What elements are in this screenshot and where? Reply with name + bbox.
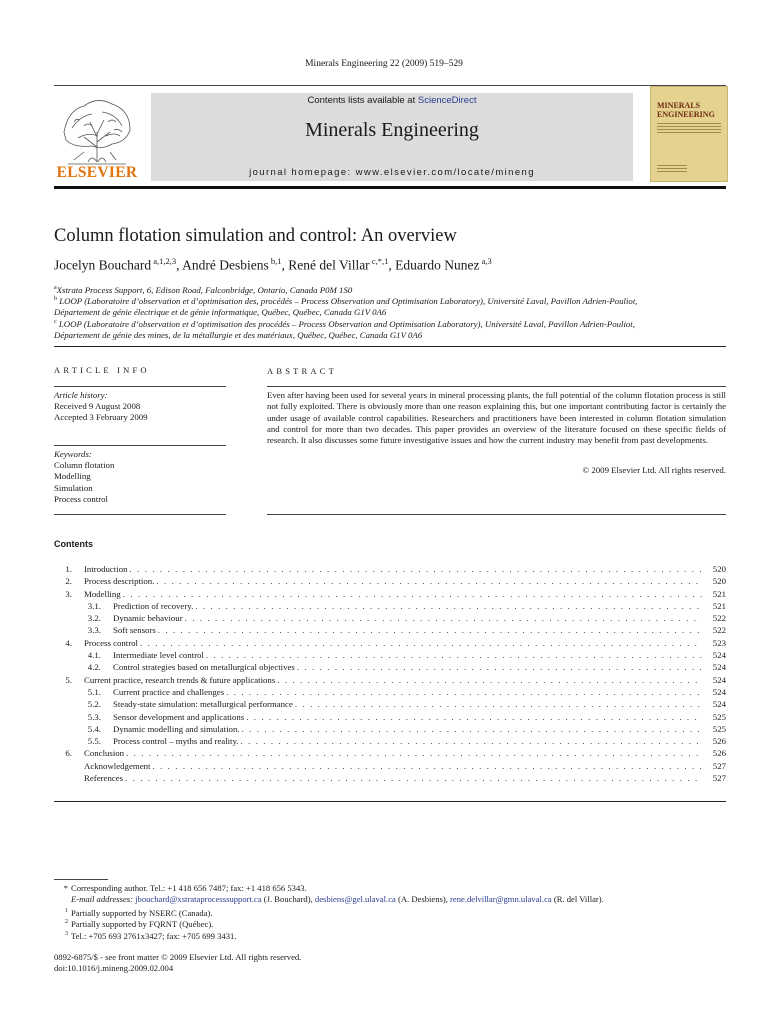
author-list: Jocelyn Bouchard $^{a,1,2,3}$, André Desbiens $^{b,1}$, René del Villar $^{c,*,1}$, Eduardo Nunez $^{a,3}$ — [54, 256, 492, 273]
journal-cover-thumbnail — [650, 86, 728, 182]
toc-entry-page: 523 — [712, 637, 726, 648]
toc-entry-number: 4.2. — [87, 662, 101, 673]
history-label: Article history: — [54, 390, 108, 400]
toc-entry-label[interactable]: Dynamic behaviour — [113, 613, 183, 624]
toc-leader-dots — [295, 698, 702, 710]
author-name[interactable]: René del Villar — [288, 257, 370, 273]
abstract-body: Even after having been used for several years in mineral processing plants, the full potential of the column flotation process is still not fully exploited. There is obviously more than one reason explaining this, but one important contributing factor is certainly the under usage of available control capabilities. Researchers and practitioners have been interested in column flotation simulation and control for more than two decades. This paper provides an overview of the literature focused on these specific fields of research. It also discusses some future investigative issues and how the current industry may benefit from past developments. — [267, 390, 726, 446]
toc-entry-label[interactable]: Soft sensors — [113, 625, 156, 636]
toc-entry-number: 5.5. — [87, 736, 101, 747]
toc-entry[interactable] — [54, 624, 726, 636]
toc-entry[interactable] — [54, 735, 726, 747]
toc-entry-page: 525 — [712, 711, 726, 722]
toc-entry-label[interactable]: Introduction — [84, 564, 128, 574]
masthead-top-rule — [54, 85, 726, 86]
received-date: Received 9 August 2008 — [54, 401, 141, 412]
toc-leader-dots — [246, 711, 702, 723]
toc-entry-number: 3.2. — [87, 613, 101, 624]
toc-entry-number: 1. — [65, 564, 72, 574]
email-owner: (A. Desbiens), — [395, 894, 451, 904]
toc-entry[interactable] — [54, 760, 726, 772]
toc-entry-label[interactable]: Prediction of recovery. — [113, 600, 194, 611]
footnote-emails — [54, 894, 734, 905]
toc-entry[interactable] — [54, 711, 726, 723]
contents-bottom-rule — [54, 801, 726, 802]
toc-entry-page: 524 — [712, 699, 726, 710]
doi-line[interactable]: doi:10.1016/j.mineng.2009.02.004 — [54, 963, 174, 973]
toc-entry-number: 3. — [65, 588, 72, 599]
toc-entry-page: 524 — [712, 662, 726, 673]
toc-entry-label[interactable]: Control strategies based on metallurgical objectives — [113, 662, 295, 673]
cover-publisher-mark — [657, 165, 687, 173]
email-label: E-mail addresses: — [71, 894, 133, 904]
toc-entry-page: 522 — [712, 613, 726, 624]
toc-entry-label[interactable]: Sensor development and applications — [113, 711, 245, 722]
toc-entry-number: 5.2. — [87, 699, 101, 710]
toc-leader-dots — [297, 661, 702, 673]
toc-entry-page: 526 — [712, 748, 726, 759]
toc-entry[interactable] — [54, 747, 726, 759]
masthead-bottom-rule — [54, 186, 726, 189]
abstract-rule — [267, 386, 726, 387]
footnote-text: Corresponding author. Tel.: +1 418 656 7487; fax: +1 418 656 5343. — [71, 883, 307, 893]
author-name[interactable]: André Desbiens — [182, 257, 269, 273]
toc-entry-number: 2. — [65, 576, 72, 587]
contents-prefix: Contents lists available at — [307, 95, 418, 106]
author-name[interactable]: Jocelyn Bouchard — [54, 257, 152, 273]
email-link[interactable]: desbiens@gel.ulaval.ca — [314, 894, 396, 904]
author-affiliation-marks: c,*,1 — [371, 256, 389, 266]
author-affiliation-marks: b,1 — [270, 256, 282, 266]
article-info-rule — [54, 514, 226, 515]
toc-entry-number: 6. — [65, 748, 72, 759]
toc-leader-dots — [158, 624, 702, 636]
abstract-copyright: © 2009 Elsevier Ltd. All rights reserved. — [582, 465, 726, 475]
toc-entry[interactable] — [54, 698, 726, 710]
email-owner: (J. Bouchard), — [261, 894, 315, 904]
affiliation-c — [54, 317, 734, 342]
abstract-rule — [267, 514, 726, 515]
toc-entry[interactable] — [54, 612, 726, 624]
toc-entry-page: 522 — [712, 625, 726, 636]
toc-entry-number: 3.3. — [87, 625, 101, 636]
toc-entry[interactable] — [54, 772, 726, 784]
toc-entry[interactable] — [54, 674, 726, 686]
footnote-text: Partially supported by NSERC (Canada). — [71, 907, 213, 918]
keywords-block — [54, 449, 226, 505]
toc-leader-dots — [156, 575, 702, 587]
author-affiliation-marks: a,3 — [481, 256, 492, 266]
article-history — [54, 390, 226, 424]
toc-leader-dots — [123, 588, 702, 600]
contents-available-line — [151, 95, 633, 106]
affiliation-mark: c — [54, 319, 57, 325]
affiliation-text: Xstrata Process Support, 6, Edison Road, Falconbridge, Ontario, Canada P0M 1S0 — [56, 284, 353, 295]
toc-leader-dots — [241, 735, 703, 747]
toc-entry[interactable] — [54, 723, 726, 735]
toc-entry-label[interactable]: Process description. — [84, 576, 155, 587]
footnote-3: $^3$ Tel.: +705 693 2761x3427; fax: +705 699 3431. — [65, 930, 237, 941]
footnote-1: $^1$ Partially supported by NSERC (Canada). — [65, 907, 213, 918]
article-info-heading: ARTICLE INFO — [54, 365, 150, 375]
toc-entry-page: 521 — [712, 588, 726, 599]
author-affiliation-marks: a,1,2,3 — [153, 256, 177, 266]
toc-entry-number: 4.1. — [87, 650, 101, 661]
abstract-heading: ABSTRACT — [267, 366, 337, 376]
article-title: Column flotation simulation and control: An overview — [54, 226, 457, 246]
toc-entry-page: 524 — [712, 650, 726, 661]
toc-leader-dots — [206, 649, 702, 661]
toc-entry-page: 520 — [712, 564, 726, 574]
toc-entry-page: 526 — [712, 736, 726, 747]
sciencedirect-link[interactable]: ScienceDirect — [417, 95, 477, 106]
toc-entry-page: 527 — [712, 773, 726, 784]
footnote-text: Tel.: +705 693 2761x3427; fax: +705 699 3431. — [71, 930, 237, 941]
issn-copyright-line: 0892-6875/$ - see front matter © 2009 Elsevier Ltd. All rights reserved. — [54, 952, 302, 962]
toc-entry-label[interactable]: Process control – myths and reality. — [113, 736, 239, 747]
toc-entry-number: 5. — [65, 674, 72, 685]
toc-entry[interactable] — [54, 686, 726, 698]
toc-entry-number: 5.3. — [87, 711, 101, 722]
toc-entry-label[interactable]: Intermediate level control — [113, 650, 204, 661]
cover-title: MINERALS ENGINEERING — [657, 101, 715, 119]
toc-leader-dots — [125, 772, 702, 784]
table-of-contents — [54, 563, 726, 784]
toc-entry-label[interactable]: Acknowledgement — [84, 760, 151, 771]
toc-entry[interactable] — [54, 575, 726, 587]
toc-entry[interactable] — [54, 661, 726, 673]
keyword: Process control — [54, 493, 108, 504]
toc-leader-dots — [140, 637, 702, 649]
toc-entry-page: 521 — [712, 600, 726, 611]
article-info-rule — [54, 445, 226, 446]
footnote-2: $^2$ Partially supported by FQRNT (Québec). — [65, 918, 214, 929]
toc-entry[interactable] — [54, 588, 726, 600]
toc-leader-dots — [242, 723, 702, 735]
cover-text-lines — [657, 123, 721, 133]
toc-entry-page: 527 — [712, 760, 726, 771]
footnote-text: Partially supported by FQRNT (Québec). — [71, 918, 214, 929]
toc-entry-page: 524 — [712, 674, 726, 685]
keyword: Modelling — [54, 471, 91, 482]
journal-title: Minerals Engineering — [305, 119, 479, 141]
toc-entry[interactable] — [54, 649, 726, 661]
affiliation-text: LOOP (Laboratoire d’observation et d’optimisation des, procédés – Process Observation and Optimisation Laboratory), Université Laval, Pavillon Adrien-Pouliot, — [59, 295, 638, 306]
keywords-label: Keywords: — [54, 449, 92, 459]
toc-leader-dots — [126, 747, 702, 759]
toc-leader-dots — [185, 612, 702, 624]
footnote-rule — [54, 879, 108, 880]
article-info-rule — [54, 386, 226, 387]
email-owner: (R. del Villar). — [551, 894, 604, 904]
asterisk-mark: * — [63, 883, 68, 893]
toc-leader-dots — [226, 686, 702, 698]
section-rule — [54, 346, 726, 347]
journal-reference: Minerals Engineering 22 (2009) 519–529 — [305, 59, 463, 69]
toc-entry-page: 525 — [712, 723, 726, 734]
toc-leader-dots — [195, 600, 702, 612]
email-link[interactable]: rene.delvillar@gmn.ulaval.ca — [450, 894, 552, 904]
footnote-corresponding — [54, 883, 734, 894]
affiliation-mark: b — [54, 296, 57, 302]
toc-entry-page: 524 — [712, 686, 726, 697]
toc-entry-label[interactable]: References — [84, 773, 124, 784]
toc-entry-number: 5.4. — [87, 723, 101, 734]
toc-leader-dots — [277, 674, 702, 686]
toc-leader-dots — [130, 563, 703, 575]
toc-entry-label[interactable]: Current practice, research trends & future applications — [84, 674, 276, 685]
toc-entry[interactable] — [54, 637, 726, 649]
toc-entry-label[interactable]: Process control — [84, 637, 138, 648]
affiliation-b — [54, 294, 734, 319]
toc-entry-label[interactable]: Conclusion — [84, 748, 125, 759]
keyword: Column flotation — [54, 460, 115, 471]
author-name[interactable]: Eduardo Nunez — [395, 257, 480, 273]
toc-entry[interactable] — [54, 600, 726, 612]
toc-entry-number: 3.1. — [87, 600, 101, 611]
toc-entry-number: 5.1. — [87, 686, 101, 697]
toc-entry-label[interactable]: Dynamic modelling and simulation. — [113, 723, 240, 734]
email-link[interactable]: jbouchard@xstrataprocesssupport.ca — [135, 894, 262, 904]
toc-entry-page: 520 — [712, 576, 726, 587]
toc-entry-label[interactable]: Modelling — [84, 588, 121, 599]
affiliation-text-continued: Département de génie des mines, de la métallurgie et des matériaux, Québec, Québec, Canada G1V 0A6 — [54, 330, 423, 341]
affiliation-mark: a — [54, 285, 57, 291]
toc-leader-dots — [152, 760, 702, 772]
toc-entry-label[interactable]: Steady-state simulation: metallurgical performance — [113, 699, 293, 710]
journal-homepage[interactable]: journal homepage: www.elsevier.com/locate/mineng — [249, 167, 535, 178]
accepted-date: Accepted 3 February 2009 — [54, 412, 148, 423]
keyword: Simulation — [54, 482, 93, 493]
affiliation-text: LOOP (Laboratoire d’observation et d’optimisation des procédés – Process Observation and Optimisation Laboratory), Université Laval, Pavillon Adrien-Pouliot, — [58, 318, 635, 329]
toc-entry-number: 4. — [65, 637, 72, 648]
toc-entry[interactable] — [54, 563, 726, 575]
affiliation-text-continued: Département de génie électrique et de génie informatique, Québec, Québec, Canada G1V 0A6 — [54, 307, 387, 318]
toc-entry-label[interactable]: Current practice and challenges — [113, 686, 225, 697]
publisher-name: ELSEVIER — [56, 164, 138, 181]
contents-heading: Contents — [54, 539, 93, 549]
